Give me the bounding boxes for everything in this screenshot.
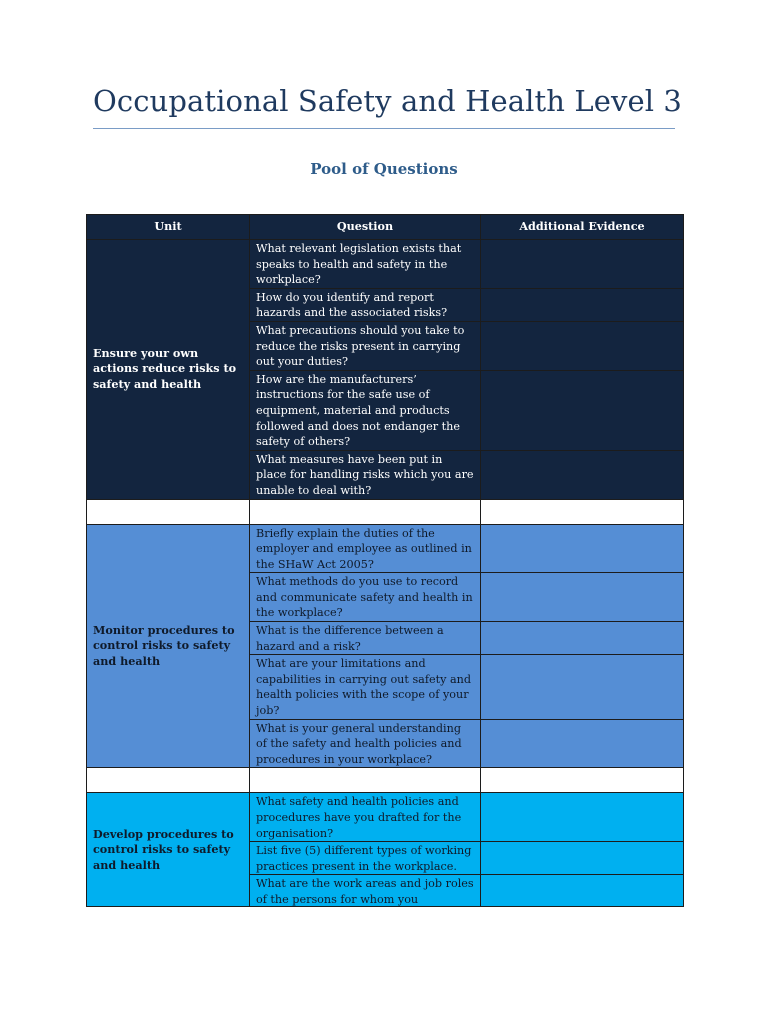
question-cell: What measures have been put in place for handling risks which you are unable to deal with?	[250, 450, 481, 499]
table-row	[87, 524, 684, 573]
questions-table	[86, 214, 684, 907]
question-cell	[250, 875, 481, 907]
unit-cell: Ensure your own actions reduce risks to safety and health	[87, 240, 250, 500]
table-row	[87, 793, 684, 842]
empty-cell	[250, 768, 481, 793]
empty-cell	[87, 499, 250, 524]
evidence-cell[interactable]	[481, 524, 684, 573]
evidence-cell[interactable]	[481, 573, 684, 622]
empty-cell	[481, 768, 684, 793]
spacer-row	[87, 499, 684, 524]
evidence-cell[interactable]	[481, 240, 684, 289]
unit-cell: Monitor procedures to control risks to safety and health	[87, 524, 250, 768]
header-additional-evidence: Additional Evidence	[481, 215, 684, 240]
document-title: Occupational Safety and Health Level 3	[93, 84, 682, 118]
empty-cell	[250, 499, 481, 524]
evidence-cell[interactable]	[481, 450, 684, 499]
question-cell: What relevant legislation exists that speaks to health and safety in the workplace?	[250, 240, 481, 289]
document-subtitle: Pool of Questions	[310, 160, 458, 178]
evidence-cell[interactable]	[481, 793, 684, 842]
question-cell: What safety and health policies and procedures have you drafted for the organisation?	[250, 793, 481, 842]
empty-cell	[481, 499, 684, 524]
table-row	[87, 240, 684, 289]
evidence-cell[interactable]	[481, 842, 684, 875]
evidence-cell[interactable]	[481, 719, 684, 768]
evidence-cell[interactable]	[481, 288, 684, 321]
question-cell: What is the difference between a hazard and a risk?	[250, 622, 481, 655]
question-cell: What is your general understanding of the safety and health policies and procedures in your workplace?	[250, 719, 481, 768]
unit-cell: Develop procedures to control risks to safety and health	[87, 793, 250, 907]
evidence-cell[interactable]	[481, 655, 684, 719]
spacer-row	[87, 768, 684, 793]
table-header-row	[87, 215, 684, 240]
header-question: Question	[250, 215, 481, 240]
question-cell: What methods do you use to record and communicate safety and health in the workplace?	[250, 573, 481, 622]
question-cell: What are your limitations and capabilities in carrying out safety and health policies with the scope of your job?	[250, 655, 481, 719]
question-cell: What precautions should you take to reduce the risks present in carrying out your duties?	[250, 321, 481, 370]
evidence-cell[interactable]	[481, 875, 684, 907]
title-divider	[93, 128, 675, 129]
empty-cell	[87, 768, 250, 793]
evidence-cell[interactable]	[481, 622, 684, 655]
evidence-cell[interactable]	[481, 321, 684, 370]
question-cell: Briefly explain the duties of the employer and employee as outlined in the SHaW Act 2005?	[250, 524, 481, 573]
header-unit: Unit	[87, 215, 250, 240]
question-cell: How do you identify and report hazards and the associated risks?	[250, 288, 481, 321]
question-text: What are the work areas and job roles of the persons for whom you	[256, 877, 474, 906]
evidence-cell[interactable]	[481, 370, 684, 450]
question-cell: How are the manufacturers’ instructions for the safe use of equipment, material and products followed and does not endanger the safety of others?	[250, 370, 481, 450]
question-cell: List five (5) different types of working practices present in the workplace.	[250, 842, 481, 875]
